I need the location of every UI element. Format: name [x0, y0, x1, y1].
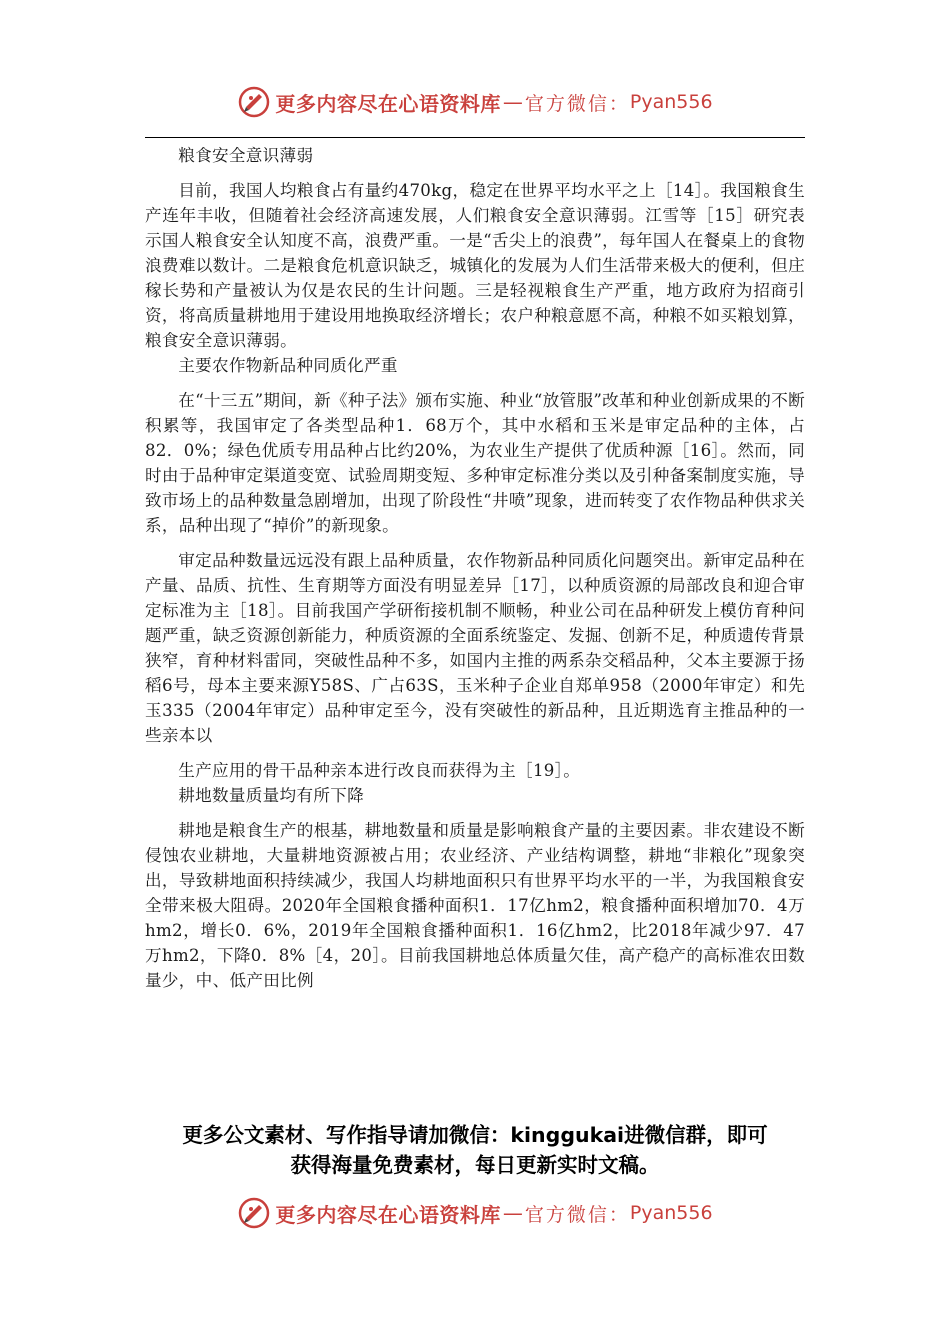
section-heading-grain-awareness: 粮食安全意识薄弱 [178, 146, 314, 165]
header-rule [145, 137, 805, 138]
banner-title: 更多内容尽在心语资料库 [275, 1202, 501, 1227]
banner-wechat-id: Pyan556 [629, 91, 713, 113]
promo-line-1: 更多公文素材、写作指导请加微信：kinggukai进微信群，即可 [182, 1123, 768, 1147]
paragraph: 审定品种数量远远没有跟上品种质量，农作物新品种同质化问题突出。新审定品种在产量、品质、抗性、生育期等方面没有明显差异［17］，以种质资源的局部改良和迎合审定标准为主［18］。目前我国产学研衔接机制不顺畅，种业公司在品种研发上模仿育种问题严重，缺乏资源创新能力，种质资源的全面系统鉴定、发掘、创新不足，种质遗传背景狭窄，育种材料雷同，突破性品种不多，如国内主推的两系杂交稻品种，父本主要源于扬稻6号，母本主要来源Y58S、广占63S，玉米种子企业自郑单958（2000年审定）和先玉335（2004年审定）品种审定至今，没有突破性的新品种，且近期选育主推品种的一些亲本以 [145, 551, 805, 745]
banner-separator: — [502, 1201, 523, 1225]
brand-logo-icon [237, 85, 271, 119]
promo-line-2: 获得海量免费素材，每日更新实时文稿。 [290, 1153, 660, 1177]
header-banner [0, 82, 950, 122]
brand-logo-icon [237, 1196, 271, 1230]
banner-content [237, 1196, 712, 1230]
paragraph: 在“十三五”期间，新《种子法》颁布实施、种业“放管服”改革和种业创新成果的不断积累等，我国审定了各类型品种1．68万个，其中水稻和玉米是审定品种的主体，占82．0%；绿色优质专用品种占比约20%，为农业生产提供了优质种源［16］。然而，同时由于品种审定渠道变宽、试验周期变短、多种审定标准分类以及引种备案制度实施，导致市场上的品种数量急剧增加，出现了阶段性“井喷”现象，进而转变了农作物品种供求关系，品种出现了“掉价”的新现象。 [145, 391, 805, 535]
footer-banner [0, 1193, 950, 1233]
document-body [145, 143, 805, 993]
paragraph: 生产应用的骨干品种亲本进行改良而获得为主［19］。 [178, 761, 581, 780]
banner-content [237, 85, 712, 119]
banner-separator: — [502, 90, 523, 114]
paragraph: 目前，我国人均粮食占有量约470kg，稳定在世界平均水平之上［14］。我国粮食生产连年丰收，但随着社会经济高速发展，人们粮食安全意识薄弱。江雪等［15］研究表示国人粮食安全认知度不高，浪费严重。一是“舌尖上的浪费”，每年国人在餐桌上的食物浪费难以数计。二是粮食危机意识缺乏，城镇化的发展为人们生活带来极大的便利，但庄稼长势和产量被认为仅是农民的生计问题。三是轻视粮食生产严重，地方政府为招商引资，将高质量耕地用于建设用地换取经济增长；农户种粮意愿不高，种粮不如买粮划算，粮食安全意识薄弱。 [145, 181, 805, 350]
banner-official-label: 官方微信： [524, 92, 630, 115]
banner-official-label: 官方微信： [524, 1203, 630, 1226]
promo-call-to-action [100, 1120, 850, 1180]
banner-title: 更多内容尽在心语资料库 [275, 91, 501, 116]
section-heading-variety-homogenization: 主要农作物新品种同质化严重 [178, 356, 398, 375]
paragraph: 耕地是粮食生产的根基，耕地数量和质量是影响粮食产量的主要因素。非农建设不断侵蚀农业耕地，大量耕地资源被占用；农业经济、产业结构调整，耕地“非粮化”现象突出，导致耕地面积持续减少，我国人均耕地面积只有世界平均水平的一半，为我国粮食安全带来极大阻碍。2020年全国粮食播种面积1．17亿hm2，粮食播种面积增加70．4万hm2，增长0．6%，2019年全国粮食播种面积1．16亿hm2，比2018年减少97．47万hm2，下降0．8%［4，20］。目前我国耕地总体质量欠佳，高产稳产的高标准农田数量少，中、低产田比例 [145, 821, 805, 990]
section-heading-farmland-decline: 耕地数量质量均有所下降 [178, 786, 365, 805]
banner-wechat-id: Pyan556 [629, 1202, 713, 1224]
